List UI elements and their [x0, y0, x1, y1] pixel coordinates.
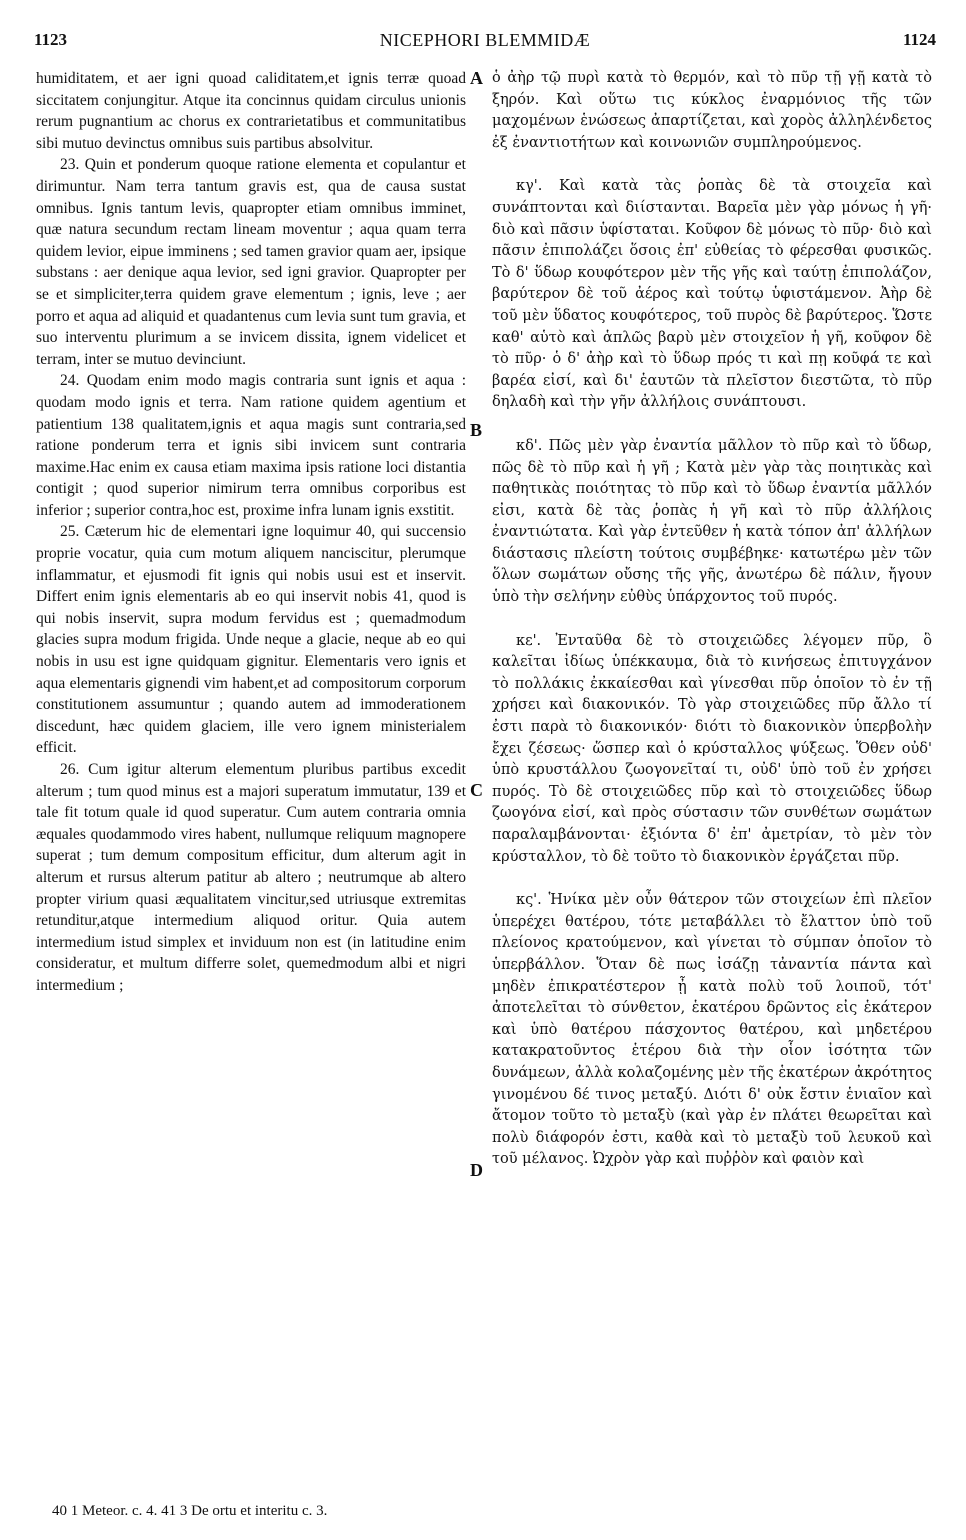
latin-paragraph: 24. Quodam enim modo magis contraria sunt ignis et aqua : quodam modo ignis et terra. Nam ratione quidem agentium et patientium 138 qualitatem,ignis et aqua magis sunt contraria,sed ratione ponderum terra et ignis sibi invicem sunt contraria maxime.Hac enim ex causa etiam maxima ipsis ratione loci distantia contigit ; quod superior nimirum terra omnibus corporibus est inferior ; superior contra,hoc est, proxime infra lunam ignis exstitit.	[36, 372, 466, 519]
left-page-number: 1123	[34, 30, 68, 49]
margin-marker-d: D	[470, 1160, 483, 1180]
page-header	[34, 22, 936, 58]
greek-column	[492, 68, 932, 1193]
margin-marker-c: C	[470, 780, 483, 800]
latin-paragraph: 23. Quin et ponderum quoque ratione elementa et copulantur et dirimuntur. Nam terra tantum gravis est, qua de causa sustat omnibus. Ignis tantum levis, quapropter etiam omnibus imminet, quæ natura secundum rectam lineam moventur ; aqua quam terra quidem levior, eipue imminens ; sed tamen gravior quam aer, ipsique substans : aer denique aqua levior, sed igni gravior. Quapropter per se et simpliciter,terra quidem grave elementum ; ignis, leve ; aer porro et aqua ad aliquid et quadantenus cum levia sunt tum gravia, et suo interventu plurimum a se invicem dissita, ignem videlicet et terram, inter se mutuo devinciunt.	[36, 156, 466, 368]
right-page-number: 1124	[902, 30, 936, 49]
greek-paragraph: ὁ ἀὴρ τῷ πυρὶ κατὰ τὸ θερμόν, καὶ τὸ πῦρ τῇ γῇ κατὰ τὸ ξηρόν. Καὶ οὕτω τις κύκλος ἐναρμόνιος τῆς τῶν μαχομένων ἑνώσεως ἀπαρτίζεται, καὶ χορὸς ἀλληλένδετος ἐξ ἐναντιοτήτων καὶ κοινωνιῶν συμπληρούμενος.	[492, 70, 932, 151]
latin-paragraph: humiditatem, et aer igni quoad caliditatem,et ignis terræ quoad siccitatem conjungitur. Atque ita concinnus quidam circulus unionis rerum pugnantium ac chorus ex contrarietatibus et communitatibus sibi mutuo devinctus omnibus suis partibus absolvitur.	[36, 70, 466, 152]
margin-marker-a: A	[470, 68, 483, 88]
latin-paragraph: 25. Cæterum hic de elementari igne loquimur 40, qui succensio proprie vocatur, quia cum motum aliquem nanciscitur, plerumque inflammatur, et ejusmodi fit ignis qui nobis usui est et inservit. Differt enim ignis elementaris ab eo qui inservit nobis 41, quod is qui nobis inservit, supra modum fervidus est ; quemadmodum glacies supra modum frigida. Unde neque a glacie, neque ab eo qui nobis in usu est igne quidquam gignitur. Elementaris vero ignis et aqua elementaris gignendi vim habent,et ad compositorum corporum constitutionem assumuntur ; quando autem ad immoderationem discedunt, hæc quidem glaciem, ille vero ignem ministerialem efficit.	[36, 523, 466, 757]
latin-paragraph: 26. Cum igitur alterum elementum pluribus partibus excedit alterum ; tum quod minus est a majori superatum immutatur, 139 et tale fit totum quale id quod superatur. Cum autem contraria omnia æquales quodammodo vires habent, nullumque reliquum magnopere superat ; tum demum compositum efficitur, dum alterum agit in alterum et rursus alterum patitur ab altero ; neutrumque ab altero propter virium quasi æqualitatem vincitur,sed utriusque extremitas retunditur,atque intermedium aliquod oritur. Quia autem intermedium istud simplex et inviduum non est (in latitudine enim consideratur, et multum differre solet, quemedmodum albi et nigri intermedium ;	[36, 761, 466, 994]
greek-paragraph: κδ'. Πῶς μὲν γὰρ ἐναντία μᾶλλον τὸ πῦρ καὶ τὸ ὕδωρ, πῶς δὲ τὸ πῦρ καὶ ἡ γῆ ; Κατὰ μὲν γὰρ τὰς ποιητικὰς καὶ παθητικὰς ποιότητας τὸ πῦρ καὶ τὸ ὕδωρ ἐναντία μᾶλλόν εἰσι, κατὰ δὲ τὰς ῥοπὰς ἡ γῆ καὶ τὸ πῦρ ἀλλήλοις ἐναντιώτατα. Καὶ γὰρ ἐντεῦθεν ἡ κατὰ τόπον ἀπ' ἀλλήλων διάστασις πλείστη τούτοις συμβέβηκε· κατωτέρω μὲν τῶν ὅλων σωμάτων οὔσης τῆς γῆς, ἀνωτέρω δὲ πάλιν, ἤγουν ὑπὸ τὴν σελήνην εὐθὺς ὑπάρχοντος τοῦ πυρός.	[492, 437, 932, 606]
latin-column	[36, 68, 466, 997]
greek-paragraph: κε'. Ἐνταῦθα δὲ τὸ στοιχειῶδες λέγομεν πῦρ, ὃ καλεῖται ἰδίως ὑπέκκαυμα, διὰ τὸ κινήσεως ἐπιτυγχάνον τὸ πολλάκις ἐκκαίεσθαι καὶ γίνεσθαι πῦρ ὁποῖον τὸ ἐν τῇ χρήσει καὶ διακονικόν. Τὸ γὰρ στοιχειῶδες πῦρ ἄλλο τί ἐστι παρὰ τὸ διακονικόν· διότι τὸ διακονικὸν ὑπερβολὴν ἔχει ζέσεως· ὥσπερ καὶ ὁ κρύσταλλος ψύξεως. Ὅθεν οὐδ' ὑπὸ κρυστάλλου ζωογονεῖταί τι, οὐδ' ὑπὸ τοῦ ἐν χρήσει πυρός. Τὸ δὲ στοιχειῶδες πῦρ καὶ τὸ στοιχειῶδες ὕδωρ ζωογόνα εἰσί, καὶ πρὸς σύστασιν τῶν συνθέτων σωμάτων παραλαμβάνονται· ἐξιόντα δ' ἐπ' ἀμετρίαν, τὸ μὲν τὸν κρύσταλλον, τὸ δὲ τοῦτο τὸ διακονικὸν ἐργάζεται πῦρ.	[492, 632, 932, 865]
running-title: NICEPHORI BLEMMIDÆ	[379, 30, 591, 50]
greek-paragraph: κς'. Ἡνίκα μὲν οὖν θάτερον τῶν στοιχείων ἐπὶ πλεῖον ὑπερέχει θατέρου, τότε μεταβάλλει τὸ ἔλαττον ὑπὸ τοῦ πλείονος κρατούμενον, καὶ γίνεται τὸ σύμπαν ὁποῖον τὸ ὑπερβάλλον. Ὅταν δὲ πως ἰσάζῃ τἀναντία πάντα καὶ μηδὲν ἐπικρατέστερον ᾖ κατὰ πολὺ τοῦ λοιποῦ, τότ' ἀποτελεῖται τὸ σύνθετον, ἑκατέρου δρῶντος εἰς ἑκάτερον καὶ ὑπὸ θατέρου πάσχοντος θατέρου, καὶ μηδετέρου κατακρατοῦντος ἑτέρου διὰ τὴν οἷον ἰσότητα τῶν δυνάμεων, ἀλλὰ κολαζομένης μὲν τῆς ἑκατέρων ἀκρότητος γινομένου δέ τινος μεταξύ. Διότι δ' οὐκ ἔστιν ἑνιαῖον καὶ ἄτομον τοῦτο τὸ μεταξὺ (καὶ γὰρ ἐν πλάτει θεωρεῖται καὶ πολὺ διάφορόν ἐστι, καθὰ καὶ τὸ μεταξὺ τοῦ λευκοῦ καὶ τοῦ μέλανος. Ὠχρὸν γὰρ καὶ πυῤῥὸν καὶ φαιὸν καὶ	[492, 892, 932, 1168]
margin-marker-b: B	[470, 420, 483, 440]
footnote: 40 1 Meteor. c. 4. 41 3 De ortu et interitu c. 3.	[52, 1503, 328, 1519]
greek-paragraph: κγ'. Καὶ κατὰ τὰς ῥοπὰς δὲ τὰ στοιχεῖα καὶ συνάπτονται καὶ διίστανται. Βαρεῖα μὲν γὰρ μόνως ἡ γῆ· διὸ καὶ πᾶσιν ὑφίσταται. Κοῦφον δὲ μόνως τὸ πῦρ· διὸ καὶ πᾶσιν ἐπιπολάζει ὅσοις ἐπ' εὐθείας τὸ φέρεσθαι φυσικῶς. Τὸ δ' ὕδωρ κουφότερον μὲν τῆς γῆς καὶ ταύτῃ ἐπιπολάζον, βαρύτερον δὲ τοῦ ἀέρος καὶ τούτῳ ὑφιστάμενον. Ἀὴρ δὲ τοῦ μὲν ὕδατος κουφότερος, τοῦ πυρὸς δὲ βαρύτερος. Ὥστε καθ' αὑτὸ καὶ ἁπλῶς βαρὺ μὲν στοιχεῖον ἡ γῆ, κοῦφον δὲ τὸ πῦρ· ὁ δ' ἀὴρ καὶ τὸ ὕδωρ πρός τι καὶ πῃ κοῦφά τε καὶ βαρέα εἰσί, καὶ δι' ἑαυτῶν τὰ πλεῖστον διεστῶτα, τὸ πῦρ δηλαδὴ καὶ τὴν γῆν ἀλλήλοις συνάπτουσι.	[492, 178, 932, 411]
